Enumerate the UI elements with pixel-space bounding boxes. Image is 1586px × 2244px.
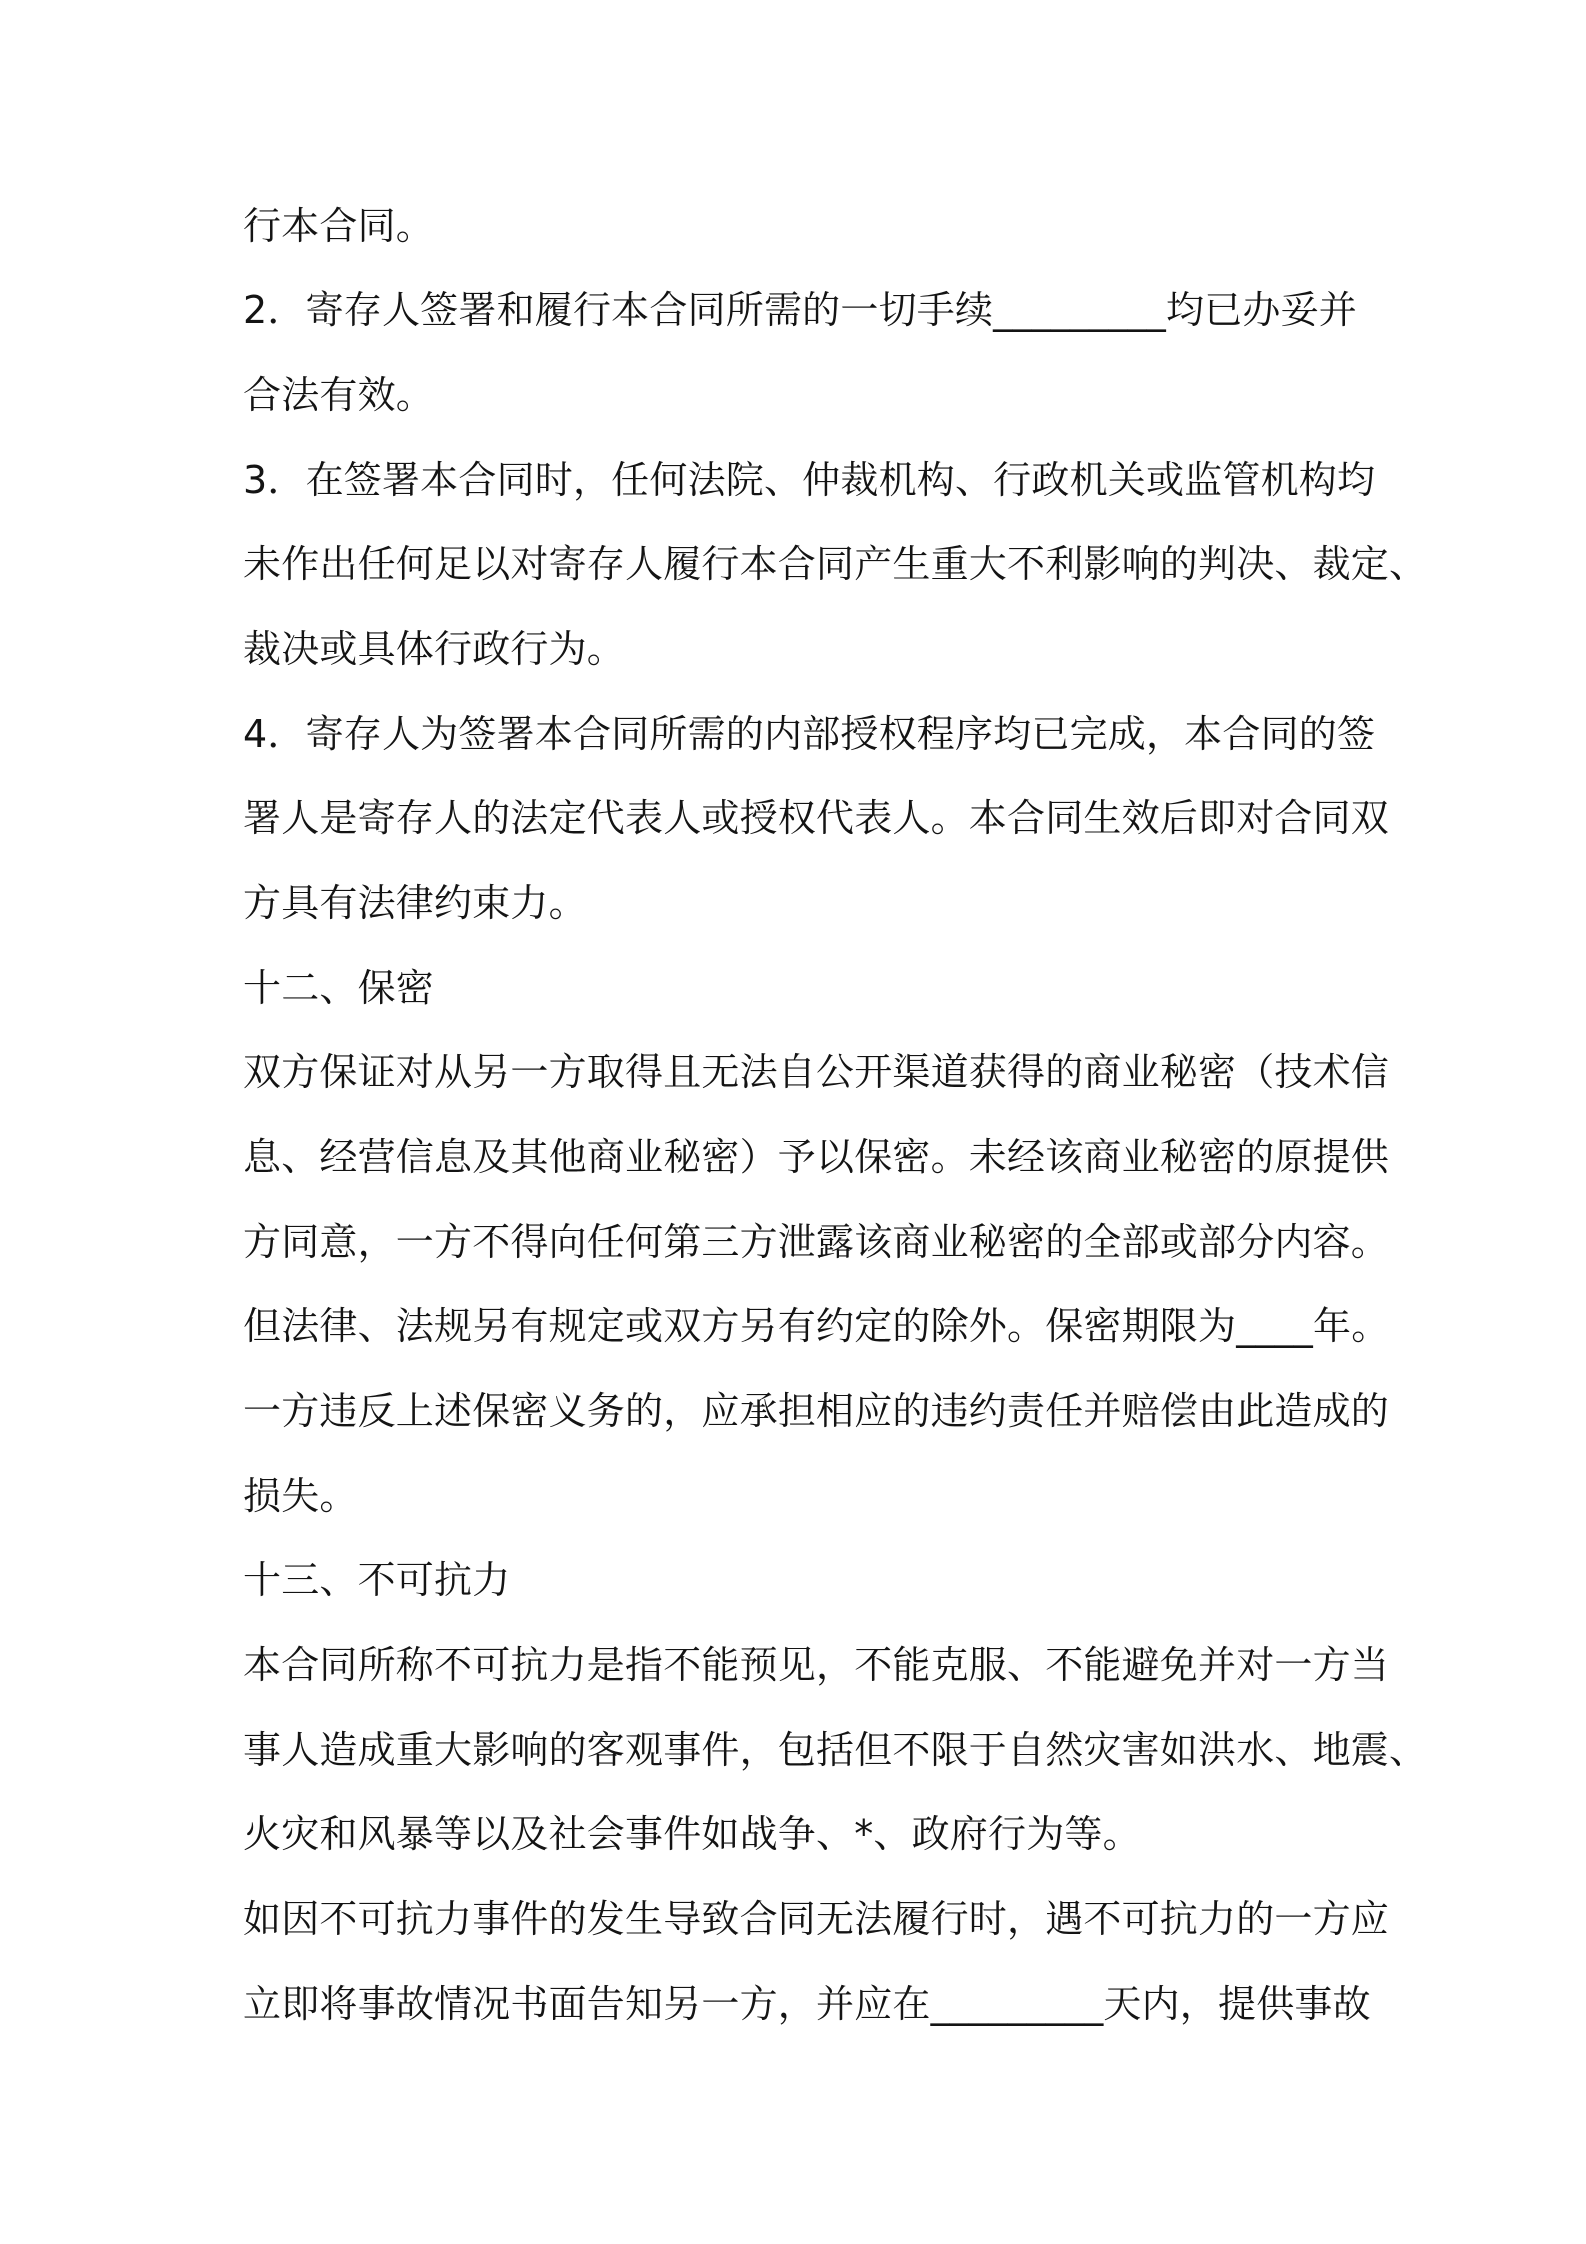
text-line: 4．寄存人为签署本合同所需的内部授权程序均已完成，本合同的签 (243, 712, 1376, 756)
text-line: 立即将事故情况书面告知另一方，并应在_________天内，提供事故 (243, 1982, 1371, 2026)
text-line: 3．在签署本合同时，任何法院、仲裁机构、行政机关或监管机构均 (243, 458, 1376, 502)
text-line: 损失。 (243, 1474, 358, 1518)
text-line: 方同意，一方不得向任何第三方泄露该商业秘密的全部或部分内容。 (243, 1220, 1390, 1264)
text-line: 一方违反上述保密义务的，应承担相应的违约责任并赔偿由此造成的 (243, 1389, 1390, 1433)
text-line: 未作出任何足以对寄存人履行本合同产生重大不利影响的判决、裁定、 (243, 542, 1428, 586)
text-line: 息、经营信息及其他商业秘密）予以保密。未经该商业秘密的原提供 (243, 1135, 1390, 1179)
section-heading: 十三、不可抗力 (243, 1558, 511, 1602)
text-line: 合法有效。 (243, 373, 435, 417)
text-line: 但法律、法规另有规定或双方另有约定的除外。保密期限为____年。 (243, 1304, 1390, 1348)
text-line: 方具有法律约束力。 (243, 881, 587, 925)
text-line: 行本合同。 (243, 204, 435, 248)
text-line: 2．寄存人签署和履行本合同所需的一切手续_________均已办妥并 (243, 288, 1357, 332)
text-line: 裁决或具体行政行为。 (243, 627, 626, 671)
text-line: 如因不可抗力事件的发生导致合同无法履行时，遇不可抗力的一方应 (243, 1897, 1390, 1941)
text-line: 署人是寄存人的法定代表人或授权代表人。本合同生效后即对合同双 (243, 796, 1390, 840)
text-line: 双方保证对从另一方取得且无法自公开渠道获得的商业秘密（技术信 (243, 1050, 1390, 1094)
text-line: 本合同所称不可抗力是指不能预见，不能克服、不能避免并对一方当 (243, 1643, 1390, 1687)
section-heading: 十二、保密 (243, 966, 435, 1010)
text-line: 火灾和风暴等以及社会事件如战争、*、政府行为等。 (243, 1812, 1141, 1856)
text-line: 事人造成重大影响的客观事件，包括但不限于自然灾害如洪水、地震、 (243, 1728, 1428, 1772)
